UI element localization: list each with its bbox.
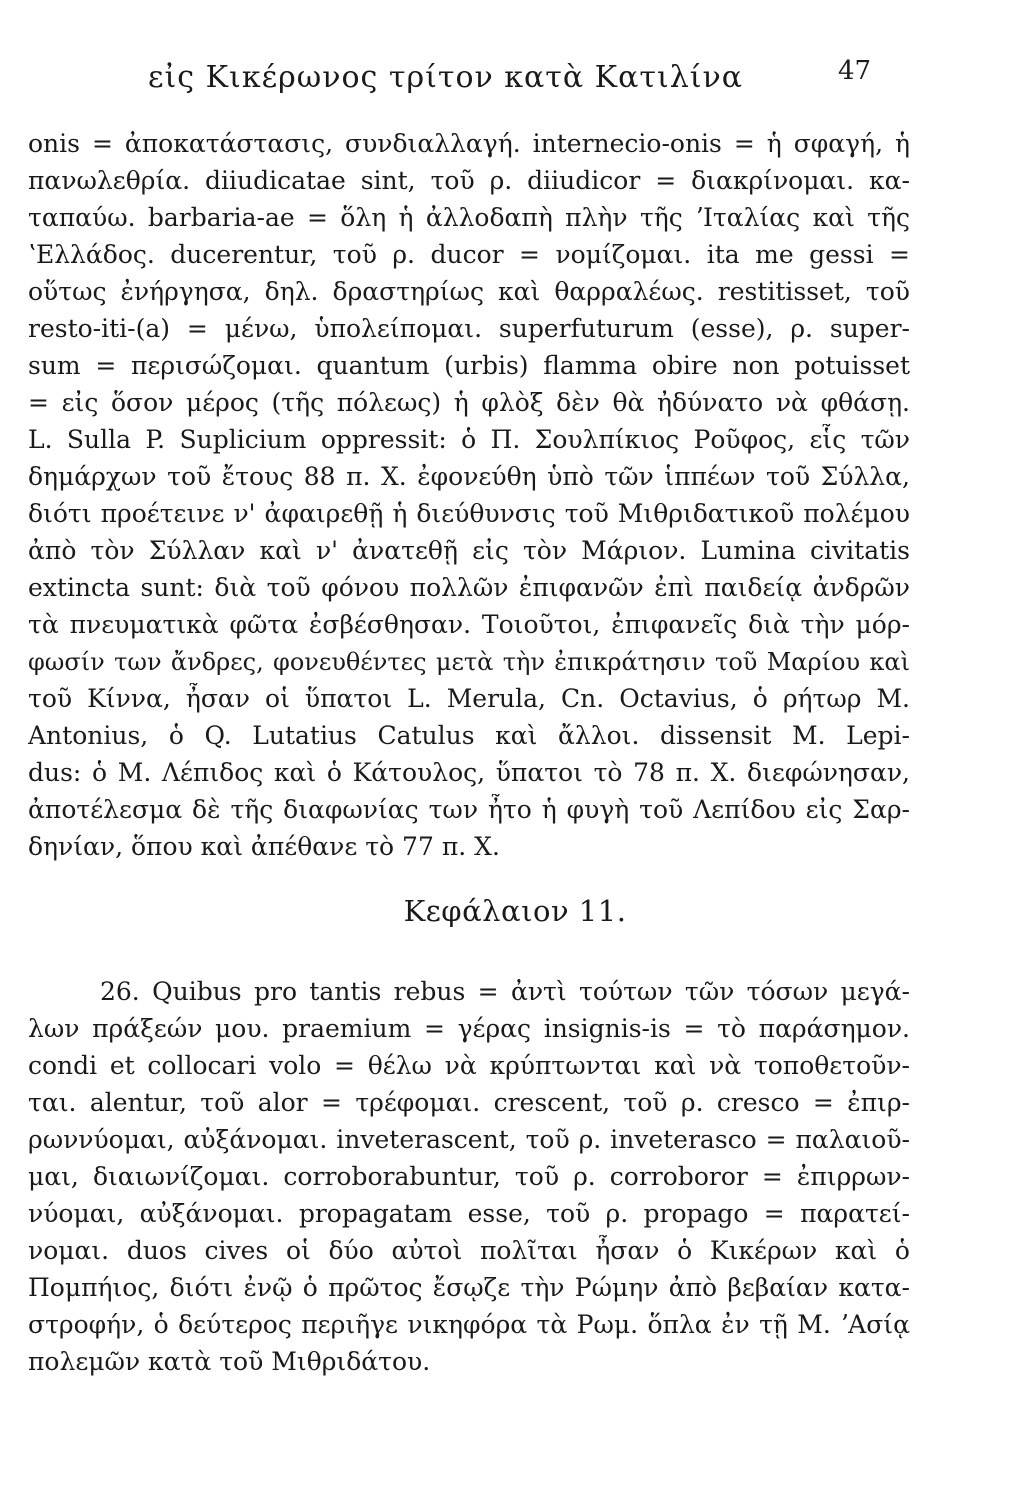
text-line: ταπαύω. barbaria-ae = ὅλη ἡ ἀλλοδαπὴ πλὴν τῆς ʼΙταλίας καὶ τῆς [28, 203, 910, 232]
text-line: νομαι. duos cives οἱ δύο αὐτοὶ πολῖται ἦσαν ὁ Κικέρων καὶ ὁ [28, 1236, 910, 1265]
text-line: διότι προέτεινε ν' ἀφαιρεθῇ ἡ διεύθυνσις τοῦ Μιθριδατικοῦ πολέμου [28, 499, 910, 528]
text-line: dus: ὁ Μ. Λέπιδος καὶ ὁ Κάτουλος, ὕπατοι τὸ 78 π. Χ. διεφώνησαν, [28, 758, 910, 787]
page-number: 47 [838, 56, 872, 86]
text-line: 26. Quibus pro tantis rebus = ἀντὶ τούτων τῶν τόσων μεγά- [100, 977, 910, 1006]
text-line: extincta sunt: διὰ τοῦ φόνου πολλῶν ἐπιφανῶν ἐπὶ παιδείᾳ ἀνδρῶν [28, 573, 910, 602]
text-line: Antonius, ὁ Q. Lutatius Catulus καὶ ἄλλοι. dissensit M. Lepi- [28, 721, 910, 750]
text-line: οὕτως ἐνήργησα, δηλ. δραστηρίως καὶ θαρραλέως. restitisset, τοῦ [28, 277, 910, 306]
text-line: νύομαι, αὐξάνομαι. propagatam esse, τοῦ ρ. propago = παρατεί- [28, 1199, 910, 1228]
running-head [0, 56, 1030, 100]
text-line: δημάρχων τοῦ ἔτους 88 π. Χ. ἐφονεύθη ὑπὸ τῶν ἱππέων τοῦ Σύλλα, [28, 462, 910, 491]
text-line: τὰ πνευματικὰ φῶτα ἐσβέσθησαν. Τοιοῦτοι, ἐπιφανεῖς διὰ τὴν μόρ- [28, 610, 910, 639]
text-line: condi et collocari volo = θέλω νὰ κρύπτωνται καὶ νὰ τοποθετοῦν- [28, 1051, 910, 1080]
text-line: δηνίαν, ὅπου καὶ ἀπέθανε τὸ 77 π. Χ. [28, 832, 500, 861]
text-line: στροφήν, ὁ δεύτερος περιῆγε νικηφόρα τὰ Ρωμ. ὅπλα ἐν τῇ Μ. ʼΑσίᾳ [28, 1310, 910, 1339]
text-line: = εἰς ὅσον μέρος (τῆς πόλεως) ἡ φλὸξ δὲν θὰ ἠδύνατο νὰ φθάσῃ. [28, 388, 910, 417]
text-line: Πομπήιος, διότι ἐνῷ ὁ πρῶτος ἔσῳζε τὴν Ρώμην ἀπὸ βεβαίαν κατα- [28, 1273, 910, 1302]
text-line: φωσίν των ἄνδρες, φονευθέντες μετὰ τὴν ἐπικράτησιν τοῦ Μαρίου καὶ [28, 648, 910, 676]
chapter-heading: Κεφάλαιον 11. [403, 894, 627, 928]
text-line: L. Sulla P. Suplicium oppressit: ὁ Π. Σουλπίκιος Ροῦφος, εἷς τῶν [28, 425, 910, 454]
text-line: ἀποτέλεσμα δὲ τῆς διαφωνίας των ἦτο ἡ φυγὴ τοῦ Λεπίδου εἰς Σαρ- [28, 795, 910, 824]
text-line: μαι, διαιωνίζομαι. corroborabuntur, τοῦ ρ. corroboror = ἐπιρρων- [28, 1162, 910, 1191]
text-line: onis = ἀποκατάστασις, συνδιαλλαγή. internecio-onis = ἡ σφαγή, ἡ [28, 129, 910, 158]
text-line: sum = περισώζομαι. quantum (urbis) flamma obire non potuisset [28, 351, 910, 380]
text-line: πολεμῶν κατὰ τοῦ Μιθριδάτου. [28, 1347, 431, 1376]
text-line: ἀπὸ τὸν Σύλλαν καὶ ν' ἀνατεθῇ εἰς τὸν Μάριον. Lumina civitatis [28, 536, 910, 565]
text-line: ʽΕλλάδος. ducerentur, τοῦ ρ. ducor = νομίζομαι. ita me gessi = [28, 240, 910, 269]
text-line: πανωλεθρία. diiudicatae sint, τοῦ ρ. diiudicor = διακρίνομαι. κα- [28, 166, 910, 195]
text-line: λων πράξεών μου. praemium = γέρας insignis-is = τὸ παράσημον. [28, 1014, 910, 1043]
running-title: εἰς Κικέρωνος τρίτον κατὰ Κατιλίνα [148, 60, 743, 95]
text-line: ται. alentur, τοῦ alor = τρέφομαι. crescent, τοῦ ρ. cresco = ἐπιρ- [28, 1088, 910, 1117]
text-line: τοῦ Κίννα, ἦσαν οἱ ὕπατοι L. Merula, Cn. Octavius, ὁ ρήτωρ Μ. [28, 684, 910, 713]
text-line: resto-iti-(a) = μένω, ὑπολείπομαι. superfuturum (esse), ρ. super- [28, 314, 910, 343]
text-line: ρωννύομαι, αὐξάνομαι. inveterascent, τοῦ ρ. inveterasco = παλαιοῦ- [28, 1125, 910, 1154]
